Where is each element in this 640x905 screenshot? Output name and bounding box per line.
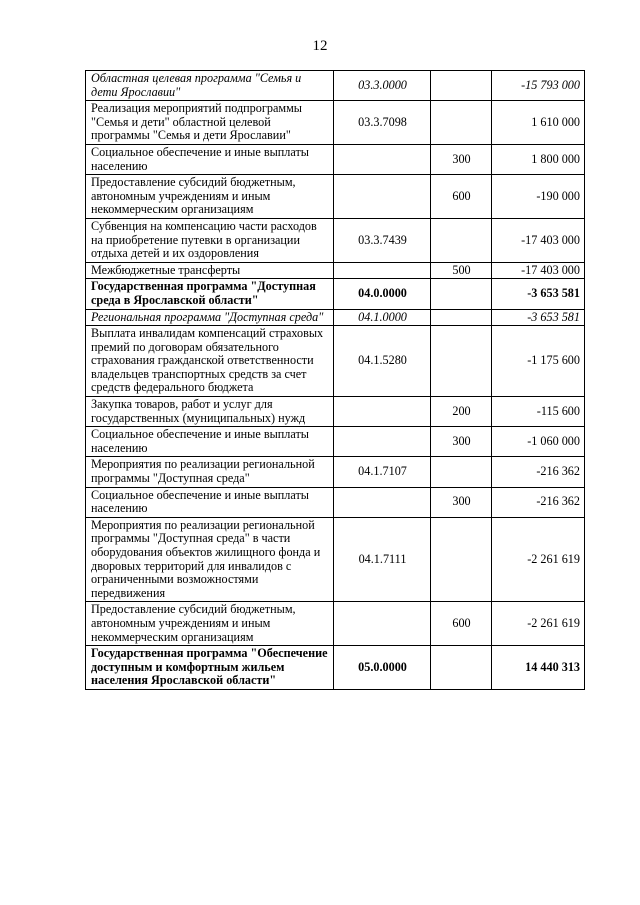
row-program-code [334, 602, 431, 646]
table-row [86, 309, 585, 326]
row-program-code: 04.1.7107 [334, 457, 431, 487]
row-program-code: 04.1.0000 [334, 309, 431, 326]
table-row [86, 144, 585, 174]
row-amount: -2 261 619 [492, 517, 585, 602]
row-amount: -17 403 000 [492, 262, 585, 279]
page-number: 12 [312, 38, 328, 54]
row-amount: -3 653 581 [492, 279, 585, 309]
table-row [86, 218, 585, 262]
row-expense-type [431, 517, 492, 602]
row-expense-type [431, 71, 492, 101]
row-expense-type: 300 [431, 144, 492, 174]
row-amount: 1 800 000 [492, 144, 585, 174]
row-expense-type: 500 [431, 262, 492, 279]
row-expense-type [431, 279, 492, 309]
row-expense-type: 200 [431, 397, 492, 427]
row-program-code: 04.0.0000 [334, 279, 431, 309]
row-amount: -216 362 [492, 457, 585, 487]
row-program-code: 04.1.5280 [334, 326, 431, 397]
row-name: Предоставление субсидий бюджетным, автономным учреждениям и иным некоммерческим организациям [86, 602, 334, 646]
row-amount: -17 403 000 [492, 218, 585, 262]
table-row [86, 101, 585, 145]
table-row [86, 427, 585, 457]
row-amount: -2 261 619 [492, 602, 585, 646]
row-expense-type [431, 457, 492, 487]
row-name: Мероприятия по реализации региональной программы "Доступная среда" [86, 457, 334, 487]
row-name: Социальное обеспечение и иные выплаты населению [86, 144, 334, 174]
row-name: Выплата инвалидам компенсаций страховых премий по договорам обязательного страхования гражданской ответственности владельцев транспортных средств за счет средств федерального бюджета [86, 326, 334, 397]
row-expense-type: 600 [431, 602, 492, 646]
row-name: Реализация мероприятий подпрограммы "Семья и дети" областной целевой программы "Семья и дети Ярославии" [86, 101, 334, 145]
table-row [86, 326, 585, 397]
row-name: Социальное обеспечение и иные выплаты населению [86, 427, 334, 457]
row-program-code [334, 487, 431, 517]
table-row [86, 487, 585, 517]
table-row [86, 175, 585, 219]
row-amount: -1 175 600 [492, 326, 585, 397]
table-row [86, 397, 585, 427]
row-name: Областная целевая программа "Семья и дети Ярославии" [86, 71, 334, 101]
row-program-code [334, 262, 431, 279]
table-row [86, 279, 585, 309]
row-program-code [334, 397, 431, 427]
row-expense-type [431, 101, 492, 145]
table-row [86, 71, 585, 101]
row-amount: -15 793 000 [492, 71, 585, 101]
row-name: Субвенция на компенсацию части расходов на приобретение путевки в организации отдыха детей и их оздоровления [86, 218, 334, 262]
row-amount: 14 440 313 [492, 646, 585, 690]
row-expense-type [431, 218, 492, 262]
row-expense-type [431, 326, 492, 397]
row-amount: 1 610 000 [492, 101, 585, 145]
row-name: Закупка товаров, работ и услуг для государственных (муниципальных) нужд [86, 397, 334, 427]
row-expense-type: 300 [431, 427, 492, 457]
budget-table [85, 70, 585, 690]
row-name: Межбюджетные трансферты [86, 262, 334, 279]
row-expense-type: 300 [431, 487, 492, 517]
table-row [86, 602, 585, 646]
row-program-code: 05.0.0000 [334, 646, 431, 690]
row-program-code [334, 144, 431, 174]
row-amount: -216 362 [492, 487, 585, 517]
row-amount: -3 653 581 [492, 309, 585, 326]
row-program-code [334, 427, 431, 457]
table-row [86, 262, 585, 279]
row-name: Мероприятия по реализации региональной программы "Доступная среда" в части оборудования объектов жилищного фонда и дворовых территорий для инвалидов с ограниченными возможностями передвижения [86, 517, 334, 602]
row-name: Социальное обеспечение и иные выплаты населению [86, 487, 334, 517]
row-name: Государственная программа "Доступная среда в Ярославской области" [86, 279, 334, 309]
row-name: Предоставление субсидий бюджетным, автономным учреждениям и иным некоммерческим организациям [86, 175, 334, 219]
row-program-code [334, 175, 431, 219]
row-program-code: 03.3.7098 [334, 101, 431, 145]
row-program-code: 03.3.0000 [334, 71, 431, 101]
row-expense-type [431, 309, 492, 326]
row-expense-type [431, 646, 492, 690]
table-row [86, 646, 585, 690]
row-amount: -1 060 000 [492, 427, 585, 457]
row-name: Государственная программа "Обеспечение доступным и комфортным жильем населения Ярославской области" [86, 646, 334, 690]
row-name: Региональная программа "Доступная среда" [86, 309, 334, 326]
row-amount: -115 600 [492, 397, 585, 427]
table-row [86, 457, 585, 487]
row-program-code: 03.3.7439 [334, 218, 431, 262]
table-row [86, 517, 585, 602]
row-expense-type: 600 [431, 175, 492, 219]
row-program-code: 04.1.7111 [334, 517, 431, 602]
row-amount: -190 000 [492, 175, 585, 219]
